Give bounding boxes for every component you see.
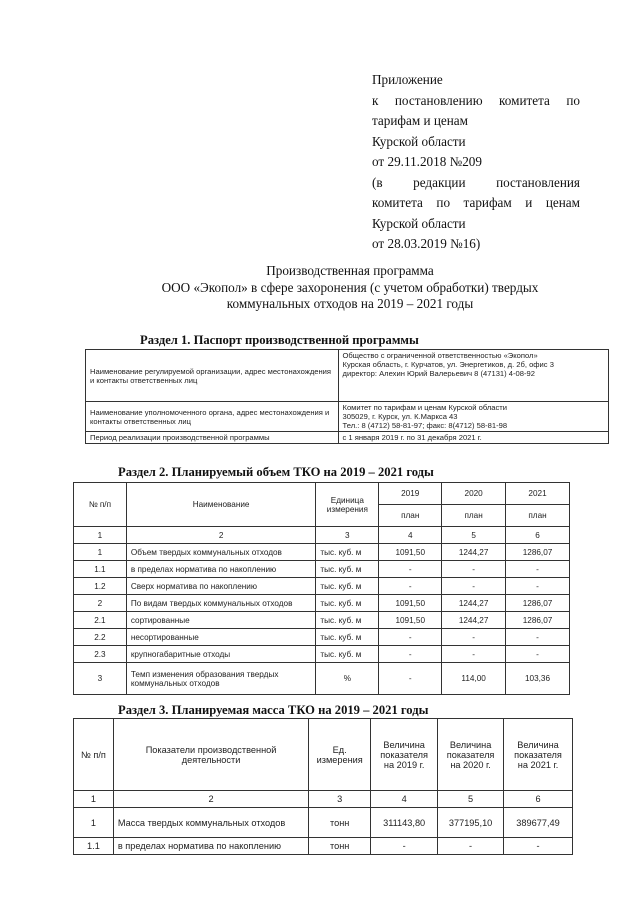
row-value: 377195,10 bbox=[438, 808, 504, 838]
appendix-line: от 28.03.2019 №16) bbox=[372, 236, 481, 251]
column-number: 3 bbox=[316, 527, 379, 544]
appendix-line: Курской области bbox=[372, 215, 466, 231]
column-number: 1 bbox=[74, 527, 127, 544]
passport-value-line: Общество с ограниченной ответственностью «Экопол» bbox=[342, 351, 538, 360]
appendix-block bbox=[372, 70, 580, 255]
table-row bbox=[74, 578, 570, 595]
appendix-line: (в редакции постановления bbox=[372, 174, 580, 190]
row-value: - bbox=[442, 629, 506, 646]
row-num: 1 bbox=[74, 808, 114, 838]
row-num: 2.1 bbox=[74, 612, 127, 629]
mass-table bbox=[73, 718, 573, 855]
passport-value bbox=[338, 432, 608, 444]
row-num: 3 bbox=[74, 663, 127, 695]
passport-label: Наименование уполномоченного органа, адрес местонахождения и контакты ответственных лиц bbox=[86, 402, 339, 432]
column-number: 2 bbox=[126, 527, 316, 544]
header-year: 2021 bbox=[506, 483, 570, 505]
row-num: 2 bbox=[74, 595, 127, 612]
section1-title: Раздел 1. Паспорт производственной программы bbox=[140, 333, 419, 347]
table-row bbox=[74, 595, 570, 612]
row-num: 1.1 bbox=[74, 561, 127, 578]
row-value: - bbox=[506, 578, 570, 595]
passport-label: Период реализации производственной программы bbox=[86, 432, 339, 444]
row-name: несортированные bbox=[126, 629, 316, 646]
row-name: По видам твердых коммунальных отходов bbox=[126, 595, 316, 612]
appendix-line: от 29.11.2018 №209 bbox=[372, 154, 482, 169]
table-row bbox=[74, 646, 570, 663]
row-value: 389677,49 bbox=[504, 808, 573, 838]
row-name: Масса твердых коммунальных отходов bbox=[113, 808, 308, 838]
row-num: 1.2 bbox=[74, 578, 127, 595]
header-year: Величина показателя на 2019 г. bbox=[371, 719, 438, 791]
program-title-line: коммунальных отходов на 2019 – 2021 годы bbox=[226, 296, 474, 311]
row-num: 1 bbox=[74, 544, 127, 561]
row-num: 1.1 bbox=[74, 838, 114, 855]
table-header-row bbox=[74, 483, 570, 505]
header-year: Величина показателя на 2021 г. bbox=[504, 719, 573, 791]
column-number: 6 bbox=[506, 527, 570, 544]
row-value: 1091,50 bbox=[379, 595, 442, 612]
row-value: 311143,80 bbox=[371, 808, 438, 838]
section2-title: Раздел 2. Планируемый объем ТКО на 2019 – 2021 годы bbox=[118, 465, 434, 479]
row-value: - bbox=[379, 578, 442, 595]
table-row bbox=[74, 629, 570, 646]
passport-value-line: 305029, г. Курск, ул. К.Маркса 43 bbox=[342, 412, 458, 421]
header-plan: план bbox=[506, 505, 570, 527]
header-num: № п/п bbox=[74, 483, 127, 527]
row-value: - bbox=[504, 838, 573, 855]
row-unit: тонн bbox=[309, 838, 371, 855]
row-unit: тыс. куб. м bbox=[316, 646, 379, 663]
section3-title: Раздел 3. Планируемая масса ТКО на 2019 – 2021 годы bbox=[118, 703, 429, 717]
row-value: - bbox=[379, 646, 442, 663]
passport-value-line: Курская область, г. Курчатов, ул. Энергетиков, д. 2б, офис 3 bbox=[342, 360, 554, 369]
passport-table bbox=[85, 349, 609, 444]
column-number: 5 bbox=[442, 527, 506, 544]
row-value: 1244,27 bbox=[442, 544, 506, 561]
row-value: 1286,07 bbox=[506, 612, 570, 629]
row-value: - bbox=[371, 838, 438, 855]
passport-value bbox=[338, 350, 608, 402]
row-num: 2.3 bbox=[74, 646, 127, 663]
passport-value-line: директор: Алехин Юрий Валерьевич 8 (47131) 4-08-92 bbox=[342, 369, 535, 378]
row-value: 1091,50 bbox=[379, 612, 442, 629]
header-plan: план bbox=[379, 505, 442, 527]
table-row bbox=[86, 402, 609, 432]
passport-value-line: Комитет по тарифам и ценам Курской области bbox=[342, 403, 508, 412]
volume-table bbox=[73, 482, 570, 695]
row-value: 114,00 bbox=[442, 663, 506, 695]
row-unit: тыс. куб. м bbox=[316, 544, 379, 561]
row-value: - bbox=[442, 646, 506, 663]
column-number: 5 bbox=[438, 791, 504, 808]
appendix-line: тарифам и ценам bbox=[372, 113, 468, 128]
row-unit: тонн bbox=[309, 808, 371, 838]
column-number: 1 bbox=[74, 791, 114, 808]
row-name: сортированные bbox=[126, 612, 316, 629]
table-row bbox=[74, 544, 570, 561]
table-row bbox=[86, 432, 609, 444]
row-num: 2.2 bbox=[74, 629, 127, 646]
table-row bbox=[74, 838, 573, 855]
header-num: № п/п bbox=[74, 719, 114, 791]
passport-value-line: с 1 января 2019 г. по 31 декабря 2021 г. bbox=[342, 433, 482, 442]
column-number-row bbox=[74, 791, 573, 808]
passport-value-line: Тел.: 8 (4712) 58-81-97; факс: 8(4712) 58-81-98 bbox=[342, 421, 508, 430]
program-title-line: Производственная программа bbox=[266, 263, 434, 278]
row-unit: тыс. куб. м bbox=[316, 595, 379, 612]
header-year: 2019 bbox=[379, 483, 442, 505]
row-unit: тыс. куб. м bbox=[316, 612, 379, 629]
column-number: 4 bbox=[379, 527, 442, 544]
row-name: Сверх норматива по накоплению bbox=[126, 578, 316, 595]
row-name: в пределах норматива по накоплению bbox=[126, 561, 316, 578]
passport-label: Наименование регулируемой организации, адрес местонахождения и контакты ответственных лиц bbox=[86, 350, 339, 402]
row-value: 1244,27 bbox=[442, 612, 506, 629]
header-plan: план bbox=[442, 505, 506, 527]
table-row bbox=[74, 663, 570, 695]
row-unit: тыс. куб. м bbox=[316, 629, 379, 646]
row-value: 1244,27 bbox=[442, 595, 506, 612]
row-value: 1286,07 bbox=[506, 544, 570, 561]
appendix-line: Курской области bbox=[372, 133, 466, 149]
row-unit: тыс. куб. м bbox=[316, 561, 379, 578]
row-value: - bbox=[379, 561, 442, 578]
passport-value bbox=[338, 402, 608, 432]
column-number: 6 bbox=[504, 791, 573, 808]
column-number-row bbox=[74, 527, 570, 544]
row-value: - bbox=[442, 561, 506, 578]
header-year: Величина показателя на 2020 г. bbox=[438, 719, 504, 791]
appendix-line: к постановлению комитета по bbox=[372, 92, 580, 108]
row-value: - bbox=[506, 646, 570, 663]
row-unit: % bbox=[316, 663, 379, 695]
row-value: 1091,50 bbox=[379, 544, 442, 561]
column-number: 4 bbox=[371, 791, 438, 808]
header-year: 2020 bbox=[442, 483, 506, 505]
column-number: 3 bbox=[309, 791, 371, 808]
row-value: 1286,07 bbox=[506, 595, 570, 612]
appendix-line: Приложение bbox=[372, 72, 443, 87]
row-value: - bbox=[442, 578, 506, 595]
table-row bbox=[74, 612, 570, 629]
table-row bbox=[74, 808, 573, 838]
table-row bbox=[86, 350, 609, 402]
header-unit: Единица измерения bbox=[316, 483, 379, 527]
row-name: в пределах норматива по накоплению bbox=[113, 838, 308, 855]
row-value: - bbox=[506, 629, 570, 646]
program-title-line: ООО «Экопол» в сфере захоронения (с учетом обработки) твердых bbox=[161, 279, 539, 295]
appendix-line: комитета по тарифам и ценам bbox=[372, 195, 580, 210]
header-name: Показатели производственной деятельности bbox=[113, 719, 308, 791]
row-name: Темп изменения образования твердых коммунальных отходов bbox=[126, 663, 316, 695]
row-value: - bbox=[379, 629, 442, 646]
row-value: - bbox=[506, 561, 570, 578]
header-unit: Ед. измерения bbox=[309, 719, 371, 791]
row-value: - bbox=[379, 663, 442, 695]
row-name: Объем твердых коммунальных отходов bbox=[126, 544, 316, 561]
row-unit: тыс. куб. м bbox=[316, 578, 379, 595]
column-number: 2 bbox=[113, 791, 308, 808]
table-header-row bbox=[74, 719, 573, 791]
table-row bbox=[74, 561, 570, 578]
header-name: Наименование bbox=[126, 483, 316, 527]
row-value: 103,36 bbox=[506, 663, 570, 695]
program-title bbox=[60, 263, 640, 313]
row-value: - bbox=[438, 838, 504, 855]
row-name: крупногабаритные отходы bbox=[126, 646, 316, 663]
